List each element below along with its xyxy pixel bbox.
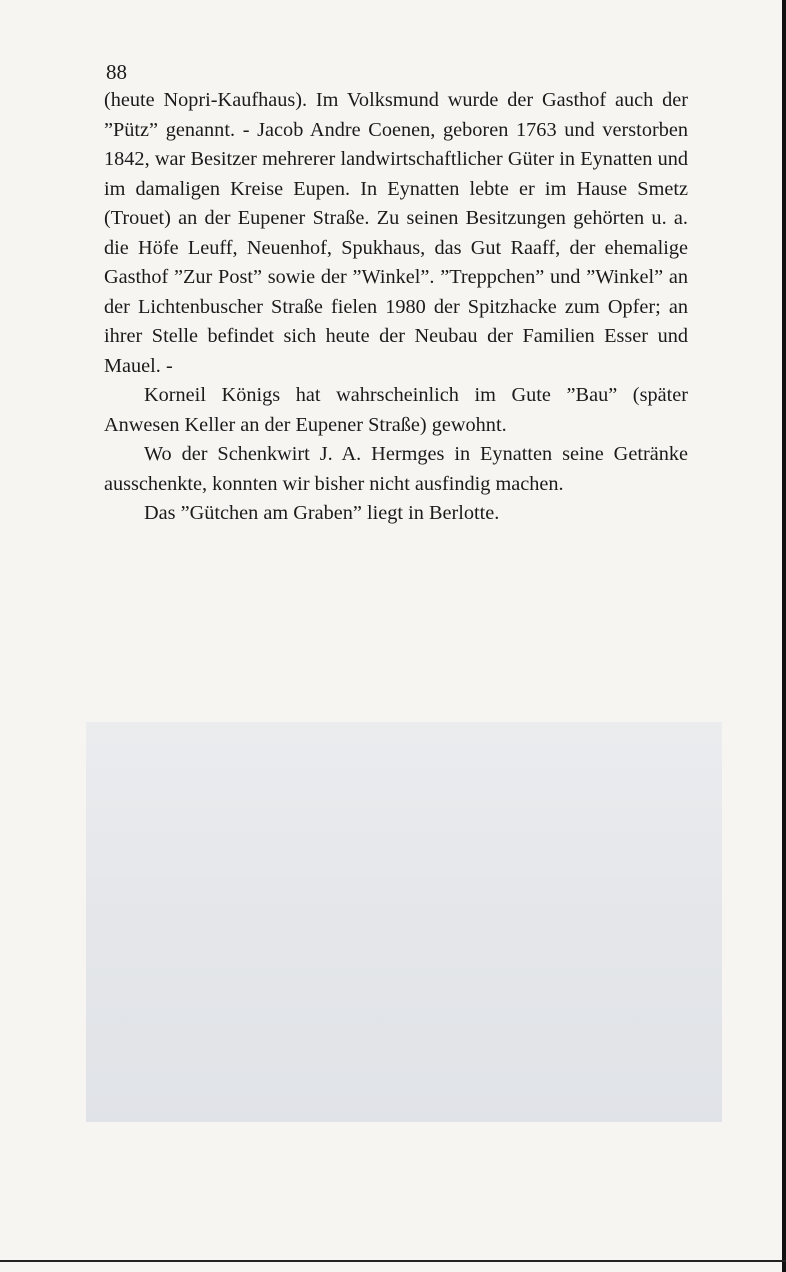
page-number: 88 (106, 60, 127, 84)
paragraph-2: Korneil Königs hat wahrscheinlich im Gute ”Bau” (später Anwesen Keller an der Eupener Straße) gewohnt. (104, 384, 688, 436)
paragraph-3: Wo der Schenkwirt J. A. Hermges in Eynatten seine Getränke ausschenkte, konnten wir bisher nicht ausfindig machen. (104, 443, 688, 495)
page-bottom-line (0, 1260, 786, 1262)
bleed-through-photo (86, 722, 722, 1122)
paragraph-4: Das ”Gütchen am Graben” liegt in Berlotte. (144, 502, 500, 524)
paragraph-1: (heute Nopri-Kaufhaus). Im Volksmund wurde der Gasthof auch der ”Pütz” genannt. - Jacob Andre Coenen, geboren 1763 und verstorben 1842, war Besitzer mehrerer landwirtschaftlicher Güter in Eynatten und im damaligen Kreise Eupen. In Eynatten lebte er im Hause Smetz (Trouet) an der Eupener Straße. Zu seinen Besitzungen gehörten u. a. die Höfe Leuff, Neuenhof, Spukhaus, das Gut Raaff, der ehemalige Gasthof ”Zur Post” sowie der ”Winkel”. ”Treppchen” und ”Winkel” an der Lichtenbuscher Straße fielen 1980 der Spitzhacke zum Opfer; an ihrer Stelle befindet sich heute der Neubau der Familien Esser und Mauel. - (104, 89, 688, 377)
body-text (104, 86, 688, 529)
page-edge-shadow (782, 0, 786, 1272)
